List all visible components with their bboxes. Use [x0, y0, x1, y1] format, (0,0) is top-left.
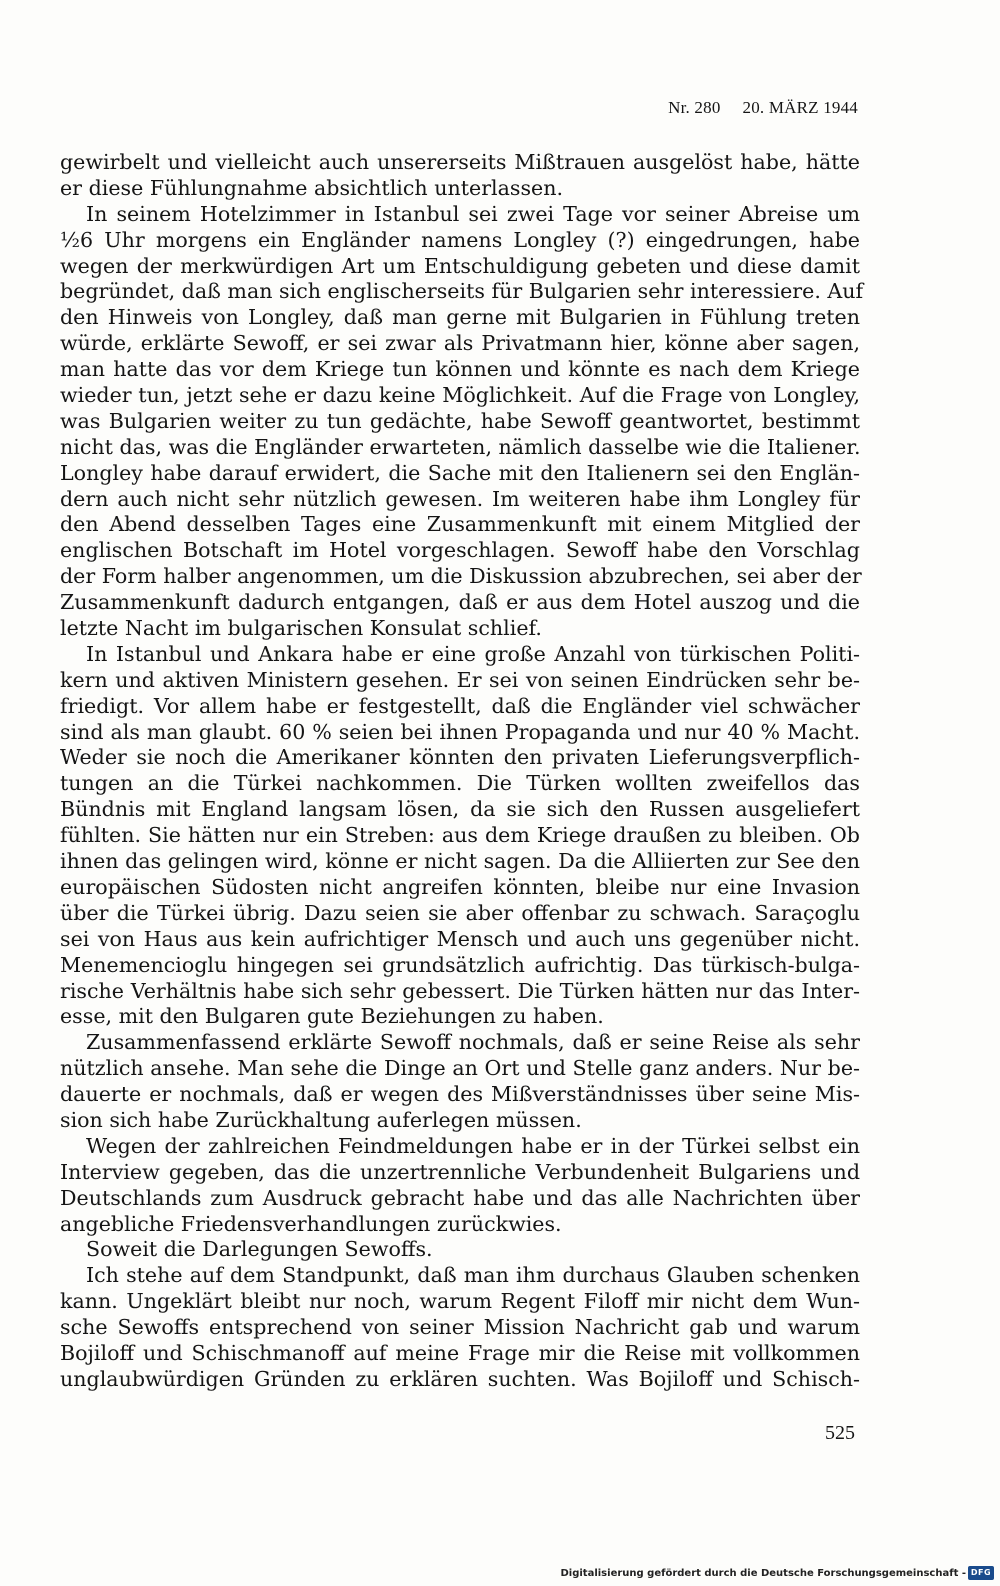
text-line: ½6 Uhr morgens ein Engländer namens Longley (?) eingedrungen, habe — [60, 227, 860, 252]
text-line: sind als man glaubt. 60 % seien bei ihnen Propaganda und nur 40 % Macht. — [60, 719, 860, 744]
page-header — [0, 98, 858, 118]
text-line: letzte Nacht im bulgarischen Konsulat schlief. — [60, 616, 542, 641]
text-line: gewirbelt und vielleicht auch unsererseits Mißtrauen ausgelöst habe, hätte — [60, 150, 860, 174]
text-line: den Abend desselben Tages eine Zusammenkunft mit einem Mitglied der — [60, 512, 860, 537]
text-line: europäischen Südosten nicht angreifen könnten, bleibe nur eine Invasion — [60, 874, 860, 899]
text-line: englischen Botschaft im Hotel vorgeschlagen. Sewoff habe den Vorschlag — [60, 538, 860, 563]
text-line: der Form halber angenommen, um die Diskussion abzubrechen, sei aber der — [60, 564, 862, 589]
text-line: Bündnis mit England langsam lösen, da sie sich den Russen ausgeliefert — [60, 797, 860, 822]
text-line: wegen der merkwürdigen Art um Entschuldigung gebeten und diese damit — [60, 253, 860, 278]
text-line: In Istanbul und Ankara habe er eine große Anzahl von türkischen Politi- — [86, 641, 860, 666]
dfg-logo-icon: DFG — [968, 1566, 994, 1580]
document-number: Nr. 280 — [668, 98, 721, 117]
text-line: er diese Fühlungnahme absichtlich unterlassen. — [60, 175, 564, 200]
document-date: 20. MÄRZ 1944 — [742, 98, 858, 117]
text-line: Zusammenkunft dadurch entgangen, daß er aus dem Hotel auszog und die — [60, 590, 860, 615]
text-line: kann. Ungeklärt bleibt nur noch, warum Regent Filoff mir nicht dem Wun- — [60, 1289, 860, 1314]
text-line: friedigt. Vor allem habe er festgestellt, daß die Engländer viel schwächer — [60, 693, 860, 718]
text-line: kern und aktiven Ministern gesehen. Er sei von seinen Eindrücken sehr be- — [60, 667, 860, 692]
text-line: Zusammenfassend erklärte Sewoff nochmals, daß er seine Reise als sehr — [86, 1030, 860, 1055]
text-line: In seinem Hotelzimmer in Istanbul sei zwei Tage vor seiner Abreise um — [86, 201, 860, 226]
text-line: Menemencioglu hingegen sei grundsätzlich aufrichtig. Das türkisch-bulga- — [60, 952, 860, 977]
text-line: rische Verhältnis habe sich sehr gebessert. Die Türken hätten nur das Inter- — [60, 978, 860, 1003]
text-line: dauerte er nochmals, daß er wegen des Mißverständnisses über seine Mis- — [60, 1082, 860, 1107]
text-line: unglaubwürdigen Gründen zu erklären suchten. Was Bojiloff und Schisch- — [60, 1366, 860, 1391]
text-line: tungen an die Türkei nachkommen. Die Türken wollten zweifellos das — [60, 771, 860, 796]
footer-text: Digitalisierung gefördert durch die Deutsche Forschungsgemeinschaft - — [560, 1567, 966, 1579]
text-line: begründet, daß man sich englischerseits für Bulgarien sehr interessiere. Auf — [60, 279, 864, 304]
text-line: nützlich ansehe. Man sehe die Dinge an Ort und Stelle ganz anders. Nur be- — [60, 1056, 860, 1081]
text-line: Deutschlands zum Ausdruck gebracht habe und das alle Nachrichten über — [60, 1185, 860, 1210]
text-line: Soweit die Darlegungen Sewoffs. — [86, 1237, 433, 1262]
text-line: sei von Haus aus kein aufrichtiger Mensch und auch uns gegenüber nicht. — [60, 926, 860, 951]
text-line: wieder tun, jetzt sehe er dazu keine Möglichkeit. Auf die Frage von Longley, — [60, 383, 860, 408]
text-line: dern auch nicht sehr nützlich gewesen. Im weiteren habe ihm Longley für — [60, 486, 860, 511]
text-line: Wegen der zahlreichen Feindmeldungen habe er in der Türkei selbst ein — [86, 1133, 860, 1158]
text-line: sche Sewoffs entsprechend von seiner Mission Nachricht gab und warum — [60, 1315, 860, 1340]
text-line: über die Türkei übrig. Dazu seien sie aber offenbar zu schwach. Saraçoglu — [60, 900, 860, 925]
digitization-footer — [560, 1566, 994, 1580]
text-line: sion sich habe Zurückhaltung auferlegen müssen. — [60, 1107, 582, 1132]
text-line: ihnen das gelingen wird, könne er nicht sagen. Da die Alliierten zur See den — [60, 849, 860, 874]
text-line: Weder sie noch die Amerikaner könnten den privaten Lieferungsverpflich- — [60, 745, 860, 770]
page-number: 525 — [825, 1422, 855, 1444]
text-line: Bojiloff und Schischmanoff auf meine Frage mir die Reise mit vollkommen — [60, 1340, 860, 1365]
text-line: den Hinweis von Longley, daß man gerne mit Bulgarien in Fühlung treten — [60, 305, 860, 330]
body-text — [60, 150, 864, 1393]
text-line: Longley habe darauf erwidert, die Sache mit den Italienern sei den Englän- — [60, 460, 860, 485]
text-line: fühlten. Sie hätten nur ein Streben: aus dem Kriege draußen zu bleiben. Ob — [60, 823, 860, 848]
text-line: was Bulgarien weiter zu tun gedächte, habe Sewoff geantwortet, bestimmt — [60, 408, 860, 433]
text-line: Ich stehe auf dem Standpunkt, daß man ihm durchaus Glauben schenken — [86, 1263, 860, 1288]
text-line: Interview gegeben, das die unzertrennliche Verbundenheit Bulgariens und — [60, 1159, 860, 1184]
text-line: man hatte das vor dem Kriege tun können und könnte es nach dem Kriege — [60, 357, 860, 382]
text-line: esse, mit den Bulgaren gute Beziehungen zu haben. — [60, 1004, 604, 1029]
text-line: angebliche Friedensverhandlungen zurückwies. — [60, 1211, 562, 1236]
text-line: nicht das, was die Engländer erwarteten, nämlich dasselbe wie die Italiener. — [60, 434, 861, 459]
text-line: würde, erklärte Sewoff, er sei zwar als Privatmann hier, könne aber sagen, — [60, 331, 860, 356]
